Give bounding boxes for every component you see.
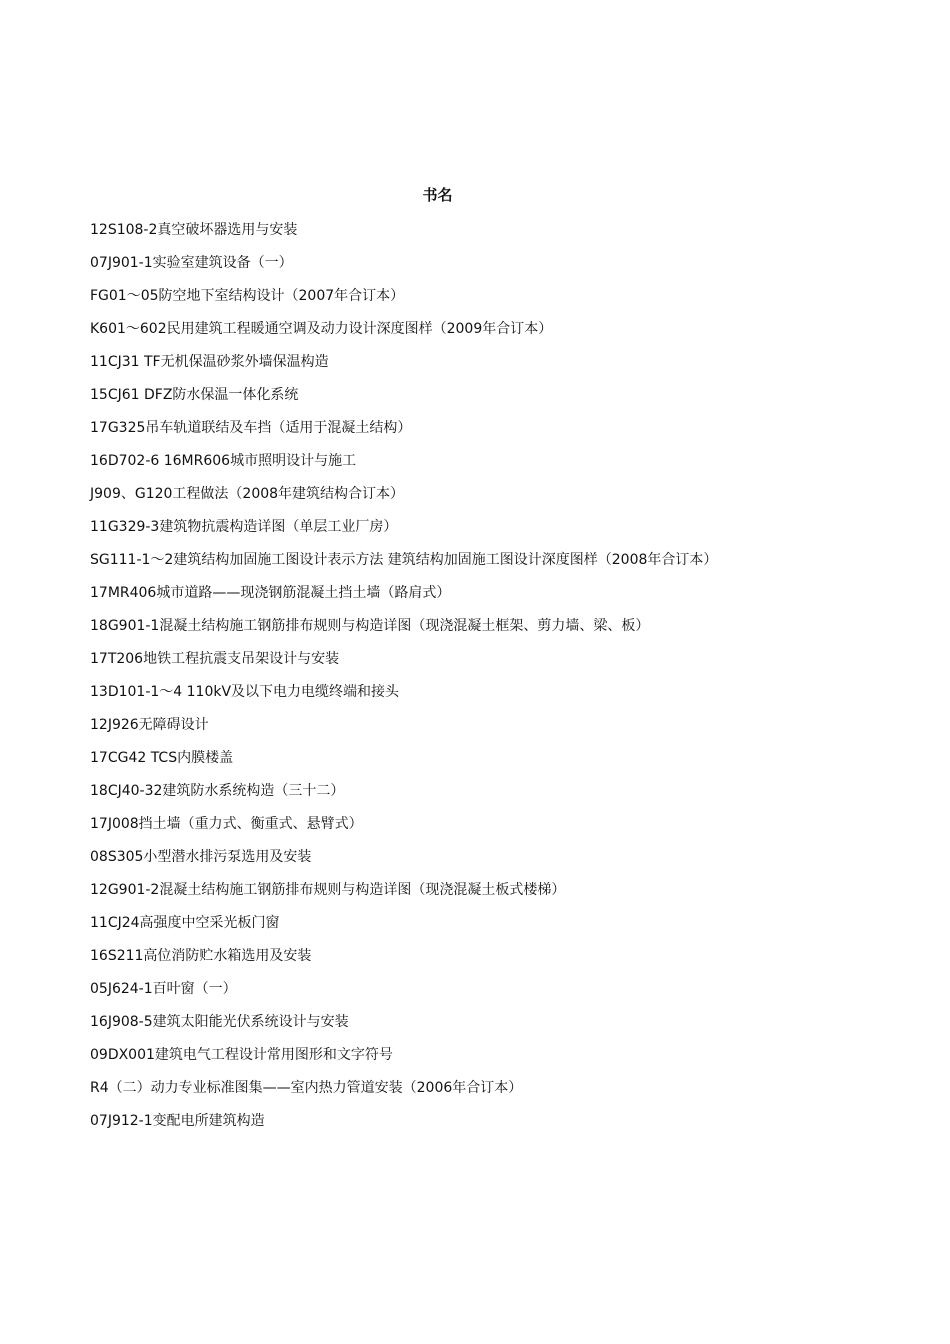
book-title-item: 16J908-5建筑太阳能光伏系统设计与安装 bbox=[90, 1014, 349, 1030]
book-title-item: 12J926无障碍设计 bbox=[90, 717, 209, 733]
book-title-item: 16S211高位消防贮水箱选用及安装 bbox=[90, 948, 312, 964]
book-title-item: 15CJ61 DFZ防水保温一体化系统 bbox=[90, 387, 299, 403]
book-title-item: 12G901-2混凝土结构施工钢筋排布规则与构造详图（现浇混凝土板式楼梯） bbox=[90, 882, 566, 898]
book-title-item: FG01～05防空地下室结构设计（2007年合订本） bbox=[90, 288, 405, 304]
book-title-item: 18G901-1混凝土结构施工钢筋排布规则与构造详图（现浇混凝土框架、剪力墙、梁、板） bbox=[90, 618, 650, 634]
book-title-item: 07J912-1变配电所建筑构造 bbox=[90, 1113, 265, 1129]
book-title-item: 12S108-2真空破坏器选用与安装 bbox=[90, 222, 298, 238]
document-title: 书名 bbox=[422, 186, 453, 204]
book-title-item: 05J624-1百叶窗（一） bbox=[90, 981, 237, 997]
book-title-item: 17MR406城市道路——现浇钢筋混凝土挡土墙（路肩式） bbox=[90, 585, 451, 601]
book-title-item: J909、G120工程做法（2008年建筑结构合订本） bbox=[90, 486, 405, 502]
book-title-item: 11G329-3建筑物抗震构造详图（单层工业厂房） bbox=[90, 519, 398, 535]
book-title-item: 11CJ24高强度中空采光板门窗 bbox=[90, 915, 280, 931]
book-title-item: 17G325吊车轨道联结及车挡（适用于混凝土结构） bbox=[90, 420, 412, 436]
book-list bbox=[90, 219, 890, 1143]
book-title-item: R4（二）动力专业标准图集——室内热力管道安装（2006年合订本） bbox=[90, 1080, 523, 1096]
book-title-item: 17CG42 TCS内膜楼盖 bbox=[90, 750, 234, 766]
book-title-item: 16D702-6 16MR606城市照明设计与施工 bbox=[90, 453, 357, 469]
book-title-item: K601～602民用建筑工程暖通空调及动力设计深度图样（2009年合订本） bbox=[90, 321, 553, 337]
book-title-item: 17J008挡土墙（重力式、衡重式、悬臂式） bbox=[90, 816, 363, 832]
book-title-item: 08S305小型潜水排污泵选用及安装 bbox=[90, 849, 312, 865]
book-title-item: 18CJ40-32建筑防水系统构造（三十二） bbox=[90, 783, 345, 799]
book-title-item: 17T206地铁工程抗震支吊架设计与安装 bbox=[90, 651, 340, 667]
book-title-item: 09DX001建筑电气工程设计常用图形和文字符号 bbox=[90, 1047, 393, 1063]
book-title-item: 11CJ31 TF无机保温砂浆外墙保温构造 bbox=[90, 354, 329, 370]
book-title-item: SG111-1～2建筑结构加固施工图设计表示方法 建筑结构加固施工图设计深度图样（2008年合订本） bbox=[90, 552, 718, 568]
book-title-item: 13D101-1～4 110kV及以下电力电缆终端和接头 bbox=[90, 684, 400, 700]
book-title-item: 07J901-1实验室建筑设备（一） bbox=[90, 255, 293, 271]
